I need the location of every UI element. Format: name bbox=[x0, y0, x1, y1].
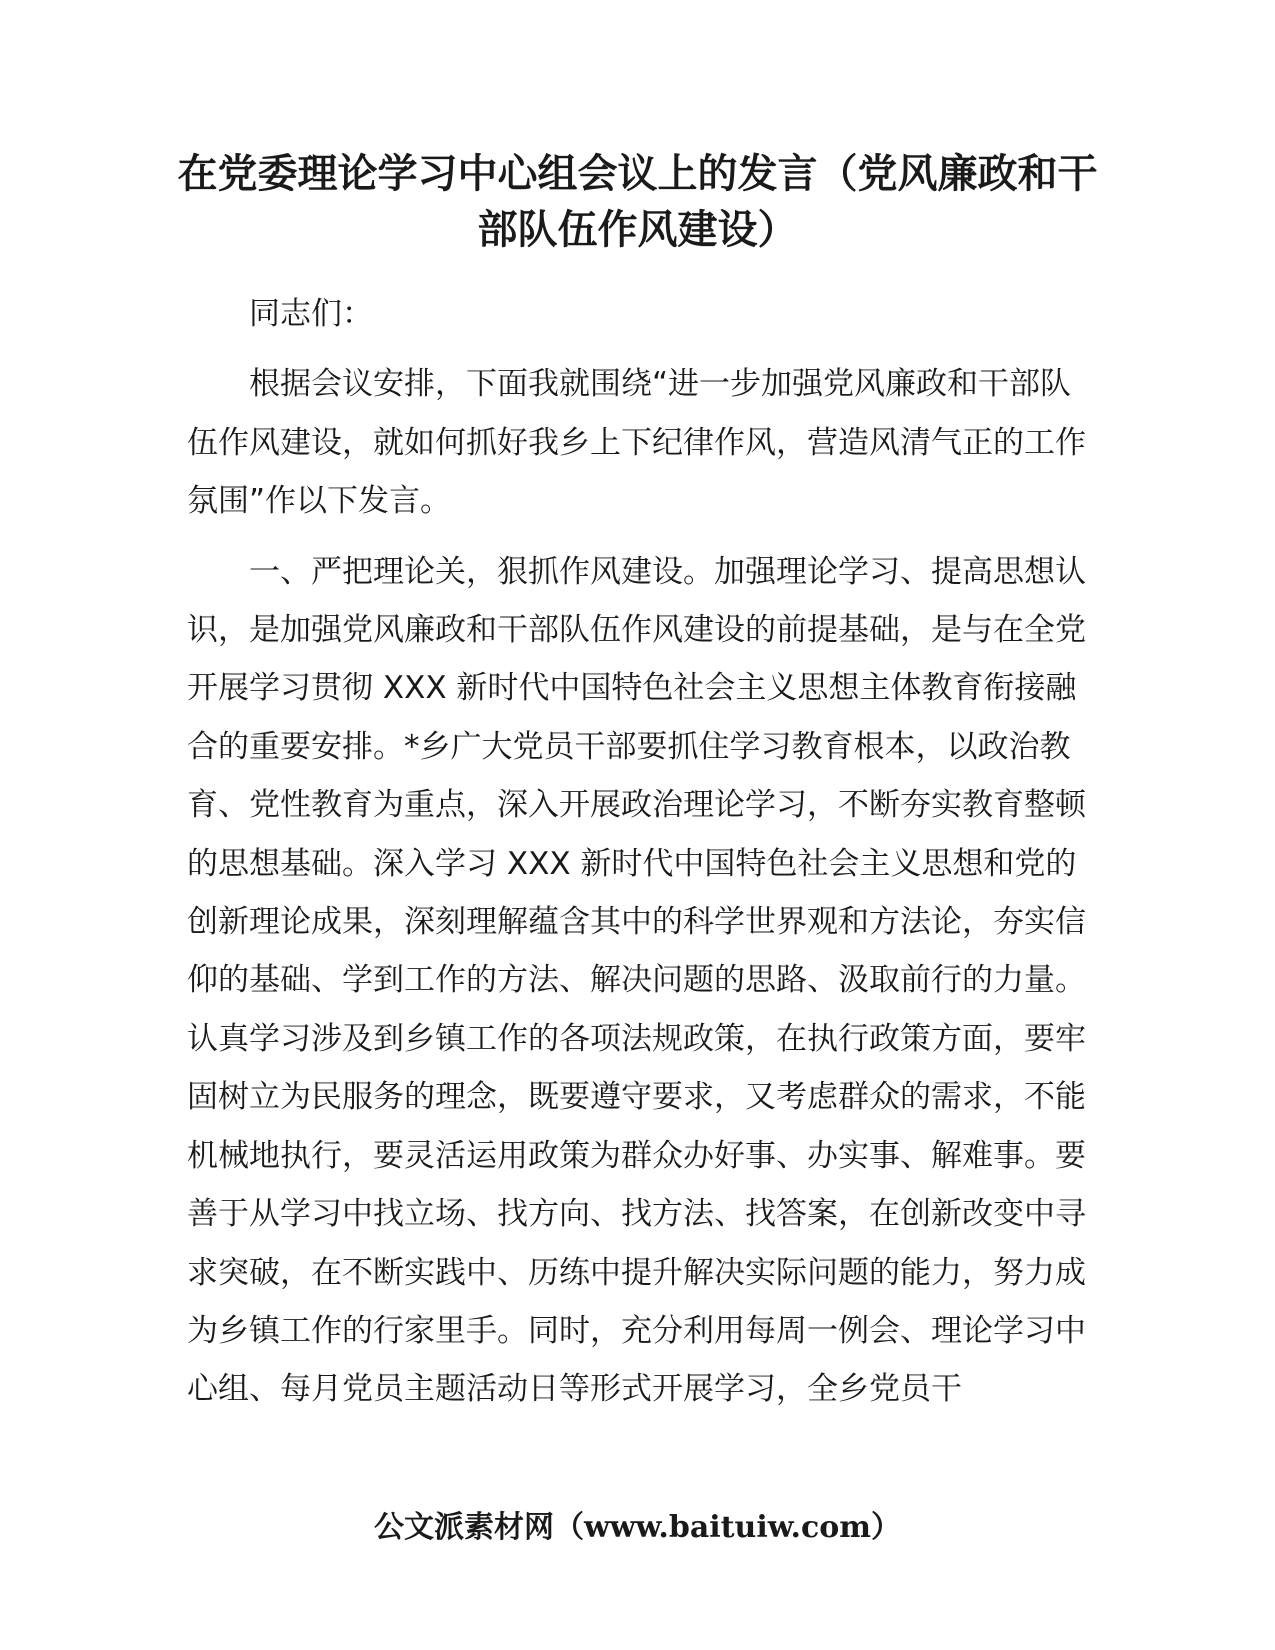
paragraph-section-one: 一、严把理论关，狠抓作风建设。加强理论学习、提高思想认识，是加强党风廉政和干部队伍作风建设的前提基础，是与在全党开展学习贯彻 XXX 新时代中国特色社会主义思想主体教育衔接融合的重要安排。*乡广大党员干部要抓住学习教育根本，以政治教育、党性教育为重点，深入开展政治理论学习，不断夯实教育整顿的思想基础。深入学习 XXX 新时代中国特色社会主义思想和党的创新理论成果，深刻理解蕴含其中的科学世界观和方法论，夯实信仰的基础、学到工作的方法、解决问题的思路、汲取前行的力量。认真学习涉及到乡镇工作的各项法规政策，在执行政策方面，要牢固树立为民服务的理念，既要遵守要求，又考虑群众的需求，不能机械地执行，要灵活运用政策为群众办好事、办实事、解难事。要善于从学习中找立场、找方向、找方法、找答案，在创新改变中寻求突破，在不断实践中、历练中提升解决实际问题的能力，努力成为乡镇工作的行家里手。同时，充分利用每周一例会、理论学习中心组、每月党员主题活动日等形式开展学习，全乡党员干 bbox=[187, 553, 1086, 1408]
salutation: 同志们： bbox=[249, 296, 373, 332]
paragraph-intro: 根据会议安排，下面我就围绕“进一步加强党风廉政和干部队伍作风建设，就如何抓好我乡上下纪律作风，营造风清气正的工作氛围”作以下发言。 bbox=[187, 366, 1086, 520]
document-title: 在党委理论学习中心组会议上的发言（党风廉政和干部队伍作风建设） bbox=[177, 151, 1098, 253]
document-body bbox=[187, 285, 1087, 1431]
footer-watermark: 公文派素材网（www.baituiw.com） bbox=[373, 1510, 902, 1545]
